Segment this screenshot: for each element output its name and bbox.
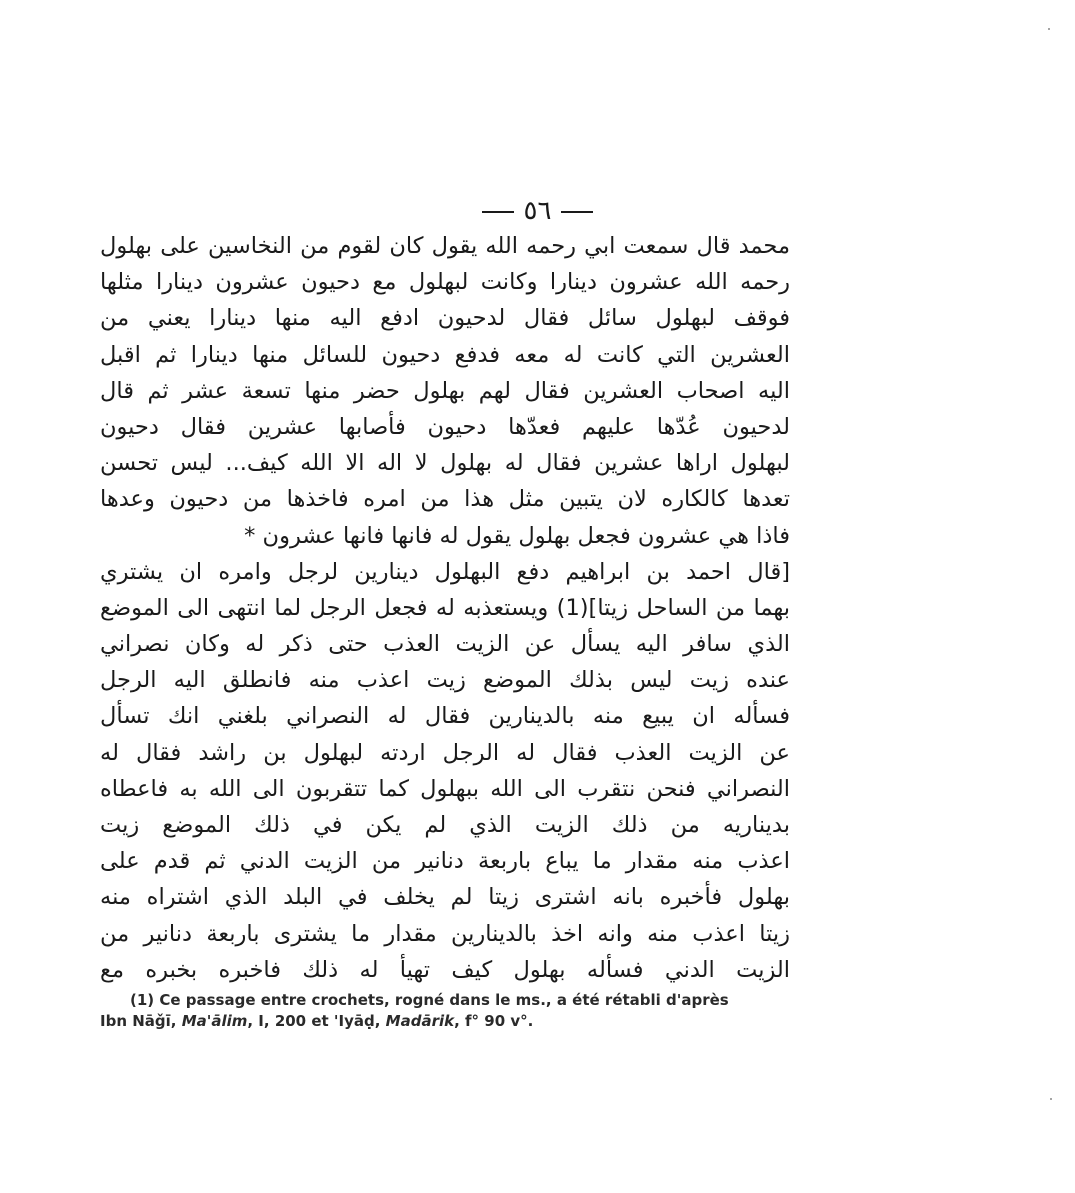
page-number	[0, 196, 1075, 226]
text-line-9: فاذا هي عشرون فجعل بهلول يقول له فانها فانها عشرون *	[244, 522, 790, 549]
page-number-value: ٥٦	[523, 196, 552, 226]
text-line-2: رحمه الله عشرون دينارا وكانت لبهلول مع دحيون عشرون دينارا مثلها	[100, 269, 790, 296]
scan-speck	[1048, 28, 1050, 30]
text-line-4: العشرين التي كانت له معه فدفع دحيون للسائل منها دينارا ثم اقبل	[100, 341, 790, 368]
scan-speck	[1050, 1098, 1052, 1100]
text-line-3: فوقف لبهلول سائل فقال لدحيون ادفع اليه منها دينارا يعني من	[100, 305, 790, 332]
footnote-work-2: Madārik	[385, 1012, 455, 1030]
text-line-10: [قال احمد بن ابراهيم دفع البهلول دينارين لرجل وامره ان يشتري	[100, 558, 790, 585]
text-line-16: النصراني فنحن نتقرب الى الله ببهلول كما تتقربون الى الله به فاعطاه	[100, 775, 790, 802]
text-line-14: فسأله ان يبيع منه بالدينارين فقال له النصراني بلغني انك تسأل	[100, 703, 790, 730]
text-line-8: تعدها كالكاره لان يتبين مثل هذا من امره فاخذها من دحيون وعدها	[100, 486, 790, 513]
footnote-ref-end: , f° 90 v°.	[454, 1012, 534, 1030]
footnote-author: Ibn Nāǧī,	[100, 1012, 182, 1030]
footnote-line-2	[100, 1011, 800, 1032]
text-line-13: عنده زيت ليس بذلك الموضع زيت اعذب منه فانطلق اليه الرجل	[100, 667, 790, 694]
page-number-dash-right	[561, 211, 593, 213]
page-number-dash-left	[482, 211, 514, 213]
text-line-1: محمد قال سمعت ابي رحمه الله يقول كان لقوم من النخاسين على بهلول	[100, 233, 790, 259]
footnote	[100, 990, 800, 1032]
footnote-work-1: Ma'ālim	[181, 1012, 248, 1030]
footnote-ref-mid: , I, 200 et 'Iyāḍ,	[247, 1012, 386, 1030]
arabic-body-text	[100, 228, 790, 988]
text-line-12: الذي سافر اليه يسأل عن الزيت العذب حتى ذكر له وكان نصراني	[100, 631, 790, 658]
text-line-18: اعذب منه مقدار ما يباع باربعة دنانير من الزيت الدني ثم قدم على	[100, 848, 790, 875]
text-line-17: بديناريه من ذلك الزيت الذي لم يكن في ذلك الموضع زيت	[100, 812, 790, 838]
text-line-21: الزيت الدني فسأله بهلول كيف تهيأ له ذلك فاخبره بخبره مع	[100, 956, 790, 983]
text-line-19: بهلول فأخبره بانه اشترى زيتا لم يخلف في البلد الذي اشتراه منه	[100, 884, 790, 911]
footnote-line-1: (1) Ce passage entre crochets, rogné dans le ms., a été rétabli d'après	[130, 991, 729, 1009]
text-line-15: عن الزيت العذب فقال له الرجل اردته لبهلول بن راشد فقال له	[100, 739, 790, 766]
text-line-11: بهما من الساحل زيتا](1) ويستعذبه له فجعل الرجل لما انتهى الى الموضع	[100, 594, 790, 621]
text-line-20: زيتا اعذب منه وانه اخذ بالدينارين مقدار ما يشترى باربعة دنانير من	[100, 920, 790, 947]
text-line-6: لدحيون عُدّها عليهم فعدّها دحيون فأصابها عشرين فقال دحيون	[100, 413, 790, 440]
text-line-5: اليه اصحاب العشرين فقال لهم بهلول حضر منها تسعة عشر ثم قال	[100, 377, 790, 404]
text-line-7: لبهلول اراها عشرين فقال له بهلول لا اله الا الله كيف... ليس تحسن	[100, 450, 790, 477]
